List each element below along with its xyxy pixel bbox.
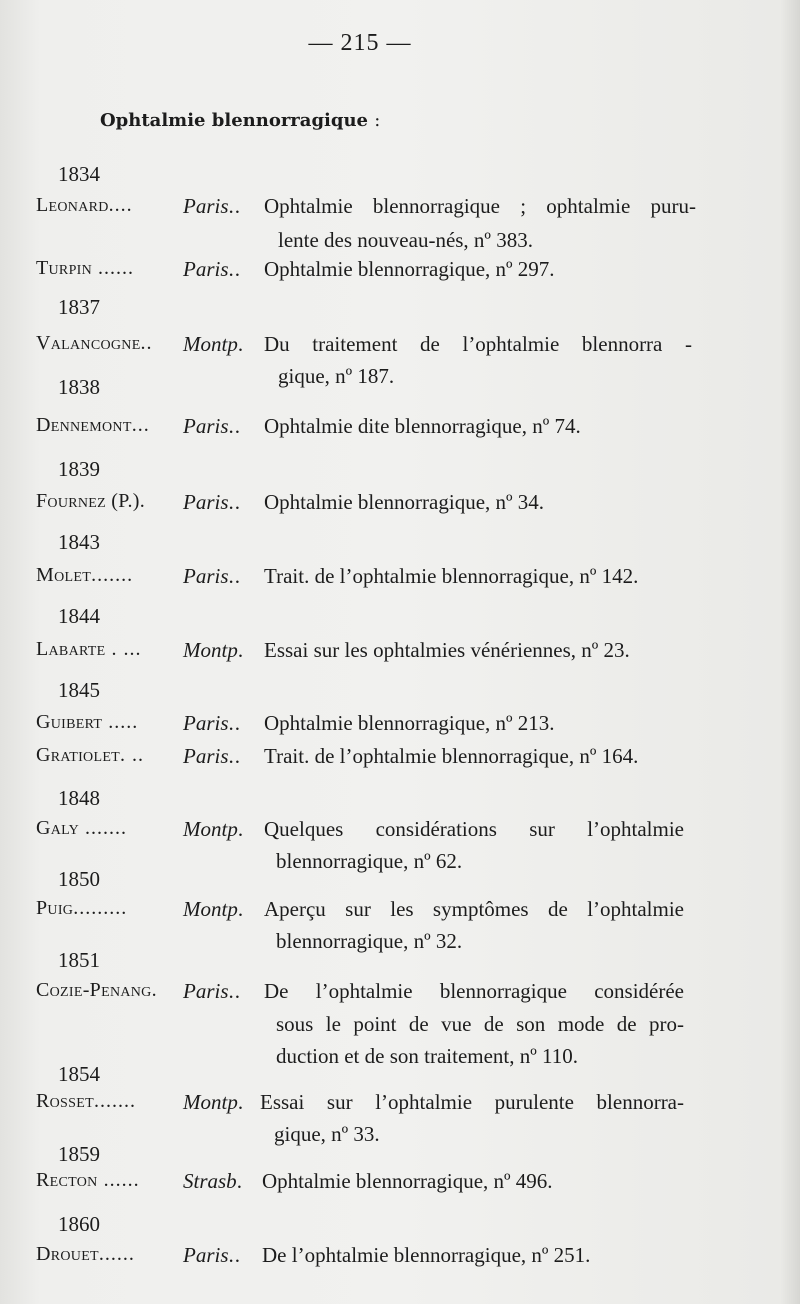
year-heading: 1854 — [58, 1062, 100, 1086]
section-title-text: Ophtalmie blennorragique — [100, 110, 369, 131]
page-number: — 215 — — [308, 30, 412, 56]
thesis-title-line: gique, nº 187. — [278, 364, 395, 388]
author-name: Cozie-Penang. — [36, 979, 158, 1001]
thesis-title-line: Ophtalmie blennorragique, nº 213. — [264, 711, 555, 735]
place-of-publication: Paris.. — [183, 194, 242, 218]
year-heading: 1860 — [58, 1212, 100, 1236]
author-name: Rosset....... — [36, 1090, 136, 1112]
year-heading: 1843 — [58, 530, 100, 554]
place-of-publication: Paris.. — [183, 979, 242, 1003]
place-of-publication: Paris.. — [183, 1243, 242, 1267]
section-title-colon: : — [374, 110, 381, 131]
place-of-publication: Paris.. — [183, 490, 242, 514]
thesis-title-line: gique, nº 33. — [274, 1122, 380, 1146]
author-name: Recton ...... — [36, 1169, 140, 1191]
year-heading: 1838 — [58, 375, 100, 399]
place-of-publication: Strasb. — [183, 1169, 243, 1193]
year-heading: 1851 — [58, 948, 100, 972]
place-of-publication: Montp. — [183, 638, 245, 662]
thesis-title-line: blennorragique, nº 32. — [276, 929, 463, 953]
author-name: Guibert ..... — [36, 711, 139, 733]
place-of-publication: Montp. — [183, 1090, 245, 1114]
thesis-title-line: sous le point de vue de son mode de pro- — [276, 1012, 684, 1036]
thesis-title-line: blennorragique, nº 62. — [276, 849, 463, 873]
thesis-title-line: Ophtalmie dite blennorragique, nº 74. — [264, 414, 581, 438]
thesis-title-line: Ophtalmie blennorragique ; ophtalmie puru- — [264, 194, 696, 218]
year-heading: 1845 — [58, 678, 100, 702]
thesis-title-line: Essai sur l’ophtalmie purulente blennorra- — [260, 1090, 684, 1114]
author-name: Turpin ...... — [36, 257, 135, 279]
thesis-title-line: Aperçu sur les symptômes de l’ophtalmie — [264, 897, 684, 921]
author-name: Dennemont... — [36, 414, 150, 436]
thesis-title-line: De l’ophtalmie blennorragique considérée — [264, 979, 684, 1003]
section-title — [100, 110, 380, 131]
year-heading: 1859 — [58, 1142, 100, 1166]
thesis-title-line: Ophtalmie blennorragique, nº 496. — [262, 1169, 553, 1193]
place-of-publication: Paris.. — [183, 711, 242, 735]
author-name: Galy ....... — [36, 817, 128, 839]
place-of-publication: Montp. — [183, 332, 245, 356]
author-name: Molet....... — [36, 564, 134, 586]
author-name: Gratiolet. .. — [36, 744, 145, 766]
year-heading: 1837 — [58, 295, 100, 319]
thesis-title-line: lente des nouveau-nés, nº 383. — [278, 228, 533, 252]
place-of-publication: Paris.. — [183, 414, 242, 438]
thesis-title-line: De l’ophtalmie blennorragique, nº 251. — [262, 1243, 591, 1267]
author-name: Drouet...... — [36, 1243, 135, 1265]
year-heading: 1834 — [58, 162, 100, 186]
place-of-publication: Montp. — [183, 817, 245, 841]
year-heading: 1844 — [58, 604, 100, 628]
place-of-publication: Paris.. — [183, 744, 242, 768]
thesis-title-line: duction et de son traitement, nº 110. — [276, 1044, 578, 1068]
thesis-title-line: Ophtalmie blennorragique, nº 34. — [264, 490, 545, 514]
author-name: Labarte . ... — [36, 638, 142, 660]
author-name: Fournez (P.). — [36, 490, 146, 512]
author-name: Valancogne.. — [36, 332, 153, 354]
place-of-publication: Paris.. — [183, 257, 242, 281]
year-heading: 1839 — [58, 457, 100, 481]
thesis-title-line: Trait. de l’ophtalmie blennorragique, nº 164. — [264, 744, 639, 768]
thesis-title-line: Ophtalmie blennorragique, nº 297. — [264, 257, 555, 281]
year-heading: 1848 — [58, 786, 100, 810]
place-of-publication: Montp. — [183, 897, 245, 921]
thesis-title-line: Quelques considérations sur l’ophtalmie — [264, 817, 684, 841]
thesis-title-line: Essai sur les ophtalmies vénériennes, nº 23. — [264, 638, 630, 662]
author-name: Puig......... — [36, 897, 128, 919]
author-name: Leonard.... — [36, 194, 133, 216]
thesis-title-line: Trait. de l’ophtalmie blennorragique, nº 142. — [264, 564, 639, 588]
place-of-publication: Paris.. — [183, 564, 242, 588]
thesis-title-line: Du traitement de l’ophtalmie blennorra - — [264, 332, 692, 356]
year-heading: 1850 — [58, 867, 100, 891]
